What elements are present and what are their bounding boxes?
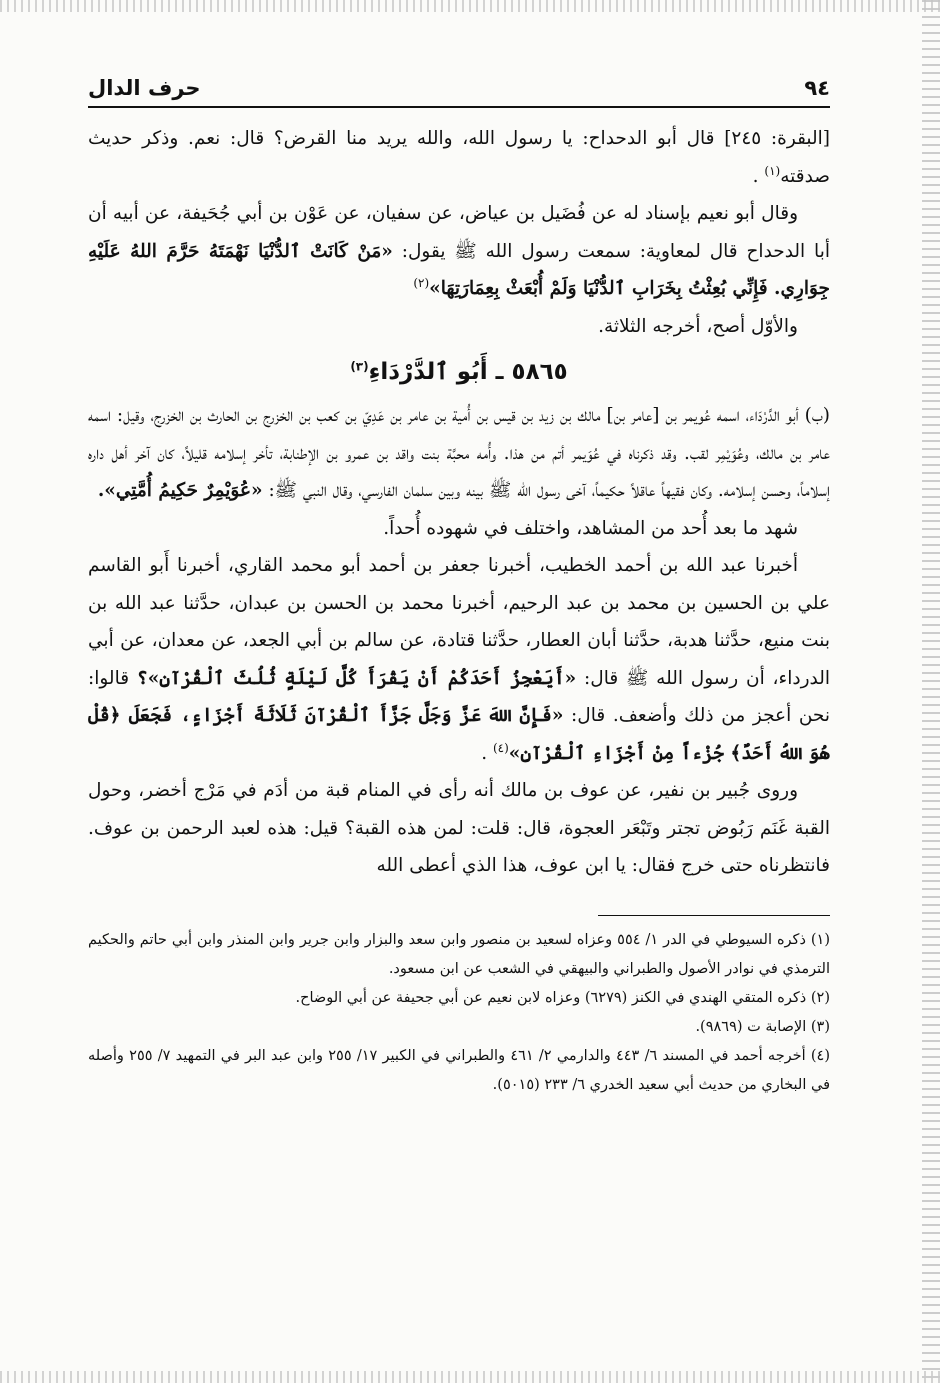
entry-heading <box>88 351 830 393</box>
footnote-ref-3: (٣) <box>350 359 369 374</box>
footnote-2: (٢) ذكره المتقي الهندي في الكنز (٦٢٧٩) وعزاه لابن نعيم عن أبي جحيفة عن أبي الوضاح. <box>295 989 830 1006</box>
footnote-ref-2: (٢) <box>413 275 430 290</box>
hadith-quote-3: «أَيَعْجِزُ أَحَدَكُمْ أَنْ يَقْرَأَ كُلَّ لَيْلَةٍ ثُلُثَ ٱلْقُرْآنِ»؟ <box>136 667 577 689</box>
footnotes <box>88 926 830 1100</box>
footnote-1: (١) ذكره السيوطي في الدر ١/ ٥٥٤ وعزاه لسعيد بن منصور وابن سعد والبزار وابن جرير وابن المنذر وابن أبي حاتم والحكيم الترمذي في نوادر الأصول والطبراني والبيهقي في الشعب عن ابن مسعود. <box>88 931 830 977</box>
paragraph-7: وروى جُبير بن نفير، عن عوف بن مالك أنه رأى في المنام قبة من أدَم في مَرْج أخضر، وحول القبة غَنَم رَبُوض تجتر وتَبْعَر العجوة، قال: قلت: لمن هذه القبة؟ قيل: هذه لعبد الرحمن بن عوف. فانتظرناه حتى خرج فقال: يا ابن عوف، هذا الذي أعطى الله <box>88 780 830 876</box>
paragraph-6: أخبرنا عبد الله بن أحمد الخطيب، أخبرنا جعفر بن أحمد أبو محمد القاري، أخبرنا أَبو القاسم علي بن الحسين بن محمد بن عبد الرحيم، أخبرنا محمد بن الحسن بن عبدان، حدَّثنا عبد الله بن بنت منيع، حدَّثنا هدبة، حدَّثنا أبان العطار، حدَّثنا قتادة، عن سالم بن أبي الجعد، عن معدان، عن أبي الدرداء، أن رسول الله ﷺ قال: «أَيَعْجِزُ أَحَدَكُمْ أَنْ يَقْرَأَ كُلَّ لَيْلَةٍ ثُلُثَ ٱلْقُرْآنِ»؟ قالوا: نحن أعجز من ذلك وأضعف. قال: «فَإِنَّ اللهَ عَزَّ وَجَلَّ جَزَّأَ ٱلْقُرْآنَ ثَلَاثَةَ أَجْزَاءٍ، فَجَعَلَ ﴿قُلْ هُوَ اللهُ أَحَدٌ﴾ جُزْءاً مِنْ أَجْزَاءِ ٱلْقُرْآنِ»$^{(٤)}$ . <box>88 555 830 764</box>
footnote-divider <box>598 915 830 916</box>
hadith-quote-2: «عُوَيْمِرٌ حَكِيمُ أُمَّتِي». <box>97 480 263 501</box>
bottom-ornamental-border <box>0 1371 940 1383</box>
paragraph-1-text: [البقرة: ٢٤٥] قال أبو الدحداح: يا رسول الله، والله يريد منا القرض؟ قال: نعم. وذكر حديث صدقته <box>88 128 831 187</box>
book-page <box>88 66 830 1100</box>
page-body <box>88 120 830 885</box>
entry-heading-text: ٥٨٦٥ ـ أَبُو ٱلدَّرْدَاءِ <box>368 359 568 385</box>
right-ornamental-border <box>922 0 940 1383</box>
top-ornamental-border <box>0 0 940 12</box>
page-header <box>88 66 830 108</box>
footnote-3: (٣) الإصابة ت (٩٨٦٩). <box>695 1018 830 1035</box>
hadith-quote-1: «مَنْ كَانَتْ ٱلدُّنْيَا نَهْمَتَهُ حَرَّمَ اللهُ عَلَيْهِ جِوَارِي. فَإِنِّي بُعِثْتُ بِخَرَابِ ٱلدُّنْيَا وَلَمْ أُبْعَثْ بِعِمَارَتِهَا» <box>88 240 830 299</box>
paragraph-4-text: (ب) أبو الدَّرْدَاء، اسمه عُويمر بن [عامر بن] مالك بن زيد بن قيس بن أُمية بن عامر بن عَدِيّ بن كعب بن الخزرج بن الحارث بن الخزرج، وقيل: اسمه عامر بن مالك، وعُوَيْمِر لقب. وقد ذكرناه في عُوَيمر أتم من هذا. وأُمه محبَّة بنت واقد بن عمرو بن الإطنابة، تأخر إسلامه قليلاً، كان آخر أهل داره إسلاماً، وحسن إسلامه. وكان فقيهاً عاقلاً حكيماً، آخى رسول الله ﷺ بينه وبين سلمان الفارسي، وقال النبي ﷺ: <box>88 405 830 501</box>
footnote-ref-4: (٤) <box>492 740 509 755</box>
paragraph-6-mid-text: قالوا: نحن أعجز من ذلك وأضعف. قال: <box>88 667 830 726</box>
paragraph-6-text: أخبرنا عبد الله بن أحمد الخطيب، أخبرنا جعفر بن أحمد أبو محمد القاري، أخبرنا أَبو القاسم علي بن الحسين بن محمد بن عبد الرحيم، أخبرنا محمد بن الحسن بن عبدان، حدَّثنا عبد الله بن بنت منيع، حدَّثنا هدبة، حدَّثنا أبان العطار، حدَّثنا قتادة، عن سالم بن أبي الجعد، عن معدان، عن أبي الدرداء، أن رسول الله ﷺ قال: <box>88 555 830 689</box>
paragraph-2 <box>88 195 830 308</box>
running-title: حرف الدال <box>88 76 201 100</box>
footnote-4: (٤) أخرجه أحمد في المسند ٦/ ٤٤٣ والدارمي ٢/ ٤٦١ والطبراني في الكبير ١٧/ ٢٥٥ وابن عبد البر في التمهيد ٧/ ٢٥٥ وأصله في البخاري من حديث أبي سعيد الخدري ٦/ ٢٣٣ (٥٠١٥). <box>88 1047 830 1093</box>
footnote-ref-1: (١) <box>764 163 781 178</box>
paragraph-5: شهد ما بعد أُحد من المشاهد، واختلف في شهوده أُحداً. <box>383 517 798 539</box>
paragraph-2-text: وقال أبو نعيم بإسناد له عن فُضَيل بن عياض، عن سفيان، عن عَوْن بن أبي جُحَيفة، عن أبيه أن أبا الدحداح قال لمعاوية: سمعت رسول الله ﷺ يقول: <box>88 203 830 262</box>
paragraph-4 <box>88 397 830 510</box>
hadith-quote-4: «فَإِنَّ اللهَ عَزَّ وَجَلَّ جَزَّأَ ٱلْقُرْآنَ ثَلَاثَةَ أَجْزَاءٍ، فَجَعَلَ ﴿قُلْ هُوَ اللهُ أَحَدٌ﴾ جُزْءاً مِنْ أَجْزَاءِ ٱلْقُرْآنِ» <box>88 705 830 764</box>
paragraph-3: والأوّل أصح، أخرجه الثلاثة. <box>598 315 798 337</box>
paragraph-1: [البقرة: ٢٤٥] قال أبو الدحداح: يا رسول الله، والله يريد منا القرض؟ قال: نعم. وذكر حديث صدقته$^{(١)}$ . <box>88 128 831 187</box>
page-number: ٩٤ <box>804 76 830 100</box>
